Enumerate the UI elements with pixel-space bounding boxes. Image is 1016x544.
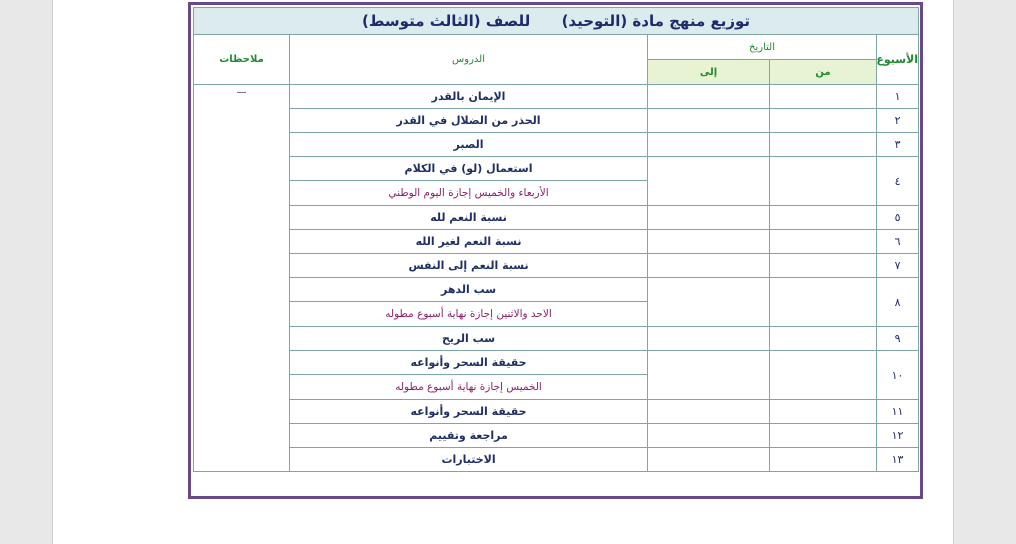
date-to-cell bbox=[648, 448, 770, 472]
document-page bbox=[52, 0, 954, 544]
document-title bbox=[194, 8, 919, 35]
date-from-cell bbox=[770, 424, 877, 448]
week-number: ١٣ bbox=[877, 448, 919, 472]
table-row bbox=[194, 133, 919, 157]
date-to-cell bbox=[648, 400, 770, 424]
lesson-title: الصبر bbox=[290, 133, 648, 157]
date-from-cell bbox=[770, 109, 877, 133]
notes-column bbox=[194, 85, 290, 472]
date-from-cell bbox=[770, 157, 877, 206]
week-number: ٣ bbox=[877, 133, 919, 157]
table-row bbox=[194, 327, 919, 351]
week-number: ٦ bbox=[877, 230, 919, 254]
date-from-cell bbox=[770, 278, 877, 327]
holiday-note: الأربعاء والخميس إجازة اليوم الوطني bbox=[290, 181, 648, 206]
table-row bbox=[194, 206, 919, 230]
header-date: التاريخ bbox=[648, 35, 877, 60]
date-from-cell bbox=[770, 327, 877, 351]
holiday-note: الاحد والاثنين إجازة نهاية أسبوع مطوله bbox=[290, 302, 648, 327]
table-row bbox=[194, 85, 919, 109]
holiday-note: الخميس إجازة نهاية أسبوع مطوله bbox=[290, 375, 648, 400]
table-row bbox=[194, 109, 919, 133]
week-number: ١١ bbox=[877, 400, 919, 424]
week-number: ٨ bbox=[877, 278, 919, 327]
lesson-title: سب الريح bbox=[290, 327, 648, 351]
header-from: من bbox=[770, 60, 877, 85]
date-from-cell bbox=[770, 254, 877, 278]
date-to-cell bbox=[648, 206, 770, 230]
week-number: ١٠ bbox=[877, 351, 919, 400]
table-row bbox=[194, 424, 919, 448]
table-row bbox=[194, 254, 919, 278]
week-number: ٩ bbox=[877, 327, 919, 351]
lesson-title: الإيمان بالقدر bbox=[290, 85, 648, 109]
date-from-cell bbox=[770, 206, 877, 230]
table-row bbox=[194, 157, 919, 181]
date-from-cell bbox=[770, 230, 877, 254]
week-number: ١ bbox=[877, 85, 919, 109]
header-lessons: الدروس bbox=[290, 35, 648, 85]
table-row bbox=[194, 278, 919, 302]
date-from-cell bbox=[770, 400, 877, 424]
header-week: الأسبوع bbox=[877, 35, 919, 85]
date-to-cell bbox=[648, 85, 770, 109]
lesson-title: استعمال (لو) في الكلام bbox=[290, 157, 648, 181]
date-to-cell bbox=[648, 230, 770, 254]
date-to-cell bbox=[648, 351, 770, 400]
table-row bbox=[194, 351, 919, 375]
week-number: ٤ bbox=[877, 157, 919, 206]
lesson-title: سب الدهر bbox=[290, 278, 648, 302]
week-number: ١٢ bbox=[877, 424, 919, 448]
lesson-title: نسبة النعم إلى النفس bbox=[290, 254, 648, 278]
header-to: إلى bbox=[648, 60, 770, 85]
date-to-cell bbox=[648, 254, 770, 278]
curriculum-frame bbox=[188, 2, 923, 499]
week-number: ٢ bbox=[877, 109, 919, 133]
date-from-cell bbox=[770, 448, 877, 472]
week-number: ٥ bbox=[877, 206, 919, 230]
date-from-cell bbox=[770, 351, 877, 400]
lesson-title: حقيقة السحر وأنواعه bbox=[290, 351, 648, 375]
lesson-title: الحذر من الضلال في القدر bbox=[290, 109, 648, 133]
notes-mark: — bbox=[236, 87, 247, 98]
date-to-cell bbox=[648, 327, 770, 351]
date-from-cell bbox=[770, 85, 877, 109]
lesson-title: الاختبارات bbox=[290, 448, 648, 472]
date-from-cell bbox=[770, 133, 877, 157]
lesson-title: نسبة النعم لله bbox=[290, 206, 648, 230]
table-row bbox=[194, 400, 919, 424]
date-to-cell bbox=[648, 133, 770, 157]
header-notes: ملاحظات bbox=[194, 35, 290, 85]
lesson-title: حقيقة السحر وأنواعه bbox=[290, 400, 648, 424]
table-row bbox=[194, 230, 919, 254]
lesson-title: مراجعة وتقييم bbox=[290, 424, 648, 448]
week-number: ٧ bbox=[877, 254, 919, 278]
lesson-title: نسبة النعم لغير الله bbox=[290, 230, 648, 254]
table-row bbox=[194, 448, 919, 472]
date-to-cell bbox=[648, 278, 770, 327]
title-class: للصف (الثالث متوسط) bbox=[362, 12, 531, 30]
title-main: توزيع منهج مادة (التوحيد) bbox=[561, 12, 751, 30]
date-to-cell bbox=[648, 424, 770, 448]
curriculum-table bbox=[193, 7, 919, 472]
date-to-cell bbox=[648, 157, 770, 206]
date-to-cell bbox=[648, 109, 770, 133]
